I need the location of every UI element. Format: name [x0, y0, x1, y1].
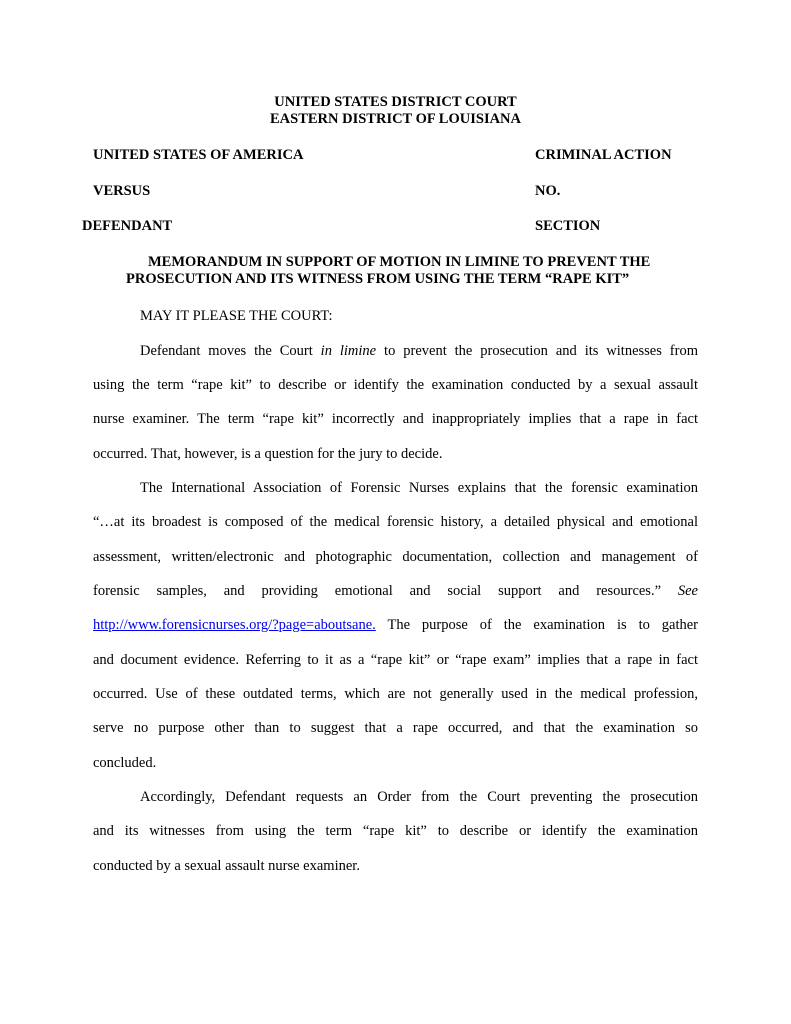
paragraph-2-line-8: serve no purpose other than to suggest that a rape occurred, and that the examination so [93, 720, 698, 736]
forensic-nurses-link[interactable]: http://www.forensicnurses.org/?page=aboutsane. [93, 617, 376, 633]
paragraph-2-line-4: forensic samples, and providing emotional and social support and resources.” See [93, 583, 698, 599]
court-district: EASTERN DISTRICT OF LOUISIANA [270, 111, 521, 127]
caption-defendant: DEFENDANT [82, 218, 173, 234]
paragraph-1-line-2: using the term “rape kit” to describe or identify the examination conducted by a sexual assault [93, 377, 698, 393]
paragraph-3-line-3: conducted by a sexual assault nurse examiner. [93, 858, 360, 874]
memo-title-line2: PROSECUTION AND ITS WITNESS FROM USING THE TERM “RAPE KIT” [126, 271, 630, 287]
paragraph-2-line-7: occurred. Use of these outdated terms, which are not generally used in the medical profession, [93, 686, 698, 702]
paragraph-3-line-2: and its witnesses from using the term “rape kit” to describe or identify the examination [93, 823, 698, 839]
court-name: UNITED STATES DISTRICT COURT [274, 94, 517, 110]
paragraph-2-line-2: “…at its broadest is composed of the medical forensic history, a detailed physical and emotional [93, 514, 698, 530]
paragraph-2-line-5: http://www.forensicnurses.org/?page=aboutsane. The purpose of the examination is to gather [93, 617, 698, 633]
caption-section: SECTION [535, 218, 601, 234]
paragraph-3-line-1: Accordingly, Defendant requests an Order from the Court preventing the prosecution [140, 789, 698, 805]
salutation: MAY IT PLEASE THE COURT: [140, 308, 333, 324]
caption-criminal-action: CRIMINAL ACTION [535, 147, 672, 163]
paragraph-1-line-1: Defendant moves the Court in limine to prevent the prosecution and its witnesses from [140, 343, 698, 359]
paragraph-1-line-3: nurse examiner. The term “rape kit” incorrectly and inappropriately implies that a rape in fact [93, 411, 698, 427]
see-signal: See [677, 583, 698, 599]
latin-term: in limine [320, 343, 377, 359]
paragraph-2-line-3: assessment, written/electronic and photographic documentation, collection and management of [93, 549, 698, 565]
paragraph-1-line-4: occurred. That, however, is a question for the jury to decide. [93, 446, 443, 462]
paragraph-2-line-9: concluded. [93, 755, 157, 771]
paragraph-2-line-1: The International Association of Forensic Nurses explains that the forensic examination [140, 480, 698, 496]
paragraph-2-line-6: and document evidence. Referring to it as a “rape kit” or “rape exam” implies that a rape in fact [93, 652, 698, 668]
caption-number: NO. [535, 183, 561, 199]
caption-plaintiff: UNITED STATES OF AMERICA [93, 147, 304, 163]
caption-versus: VERSUS [93, 183, 151, 199]
memo-title-line1: MEMORANDUM IN SUPPORT OF MOTION IN LIMINE TO PREVENT THE [148, 254, 651, 270]
